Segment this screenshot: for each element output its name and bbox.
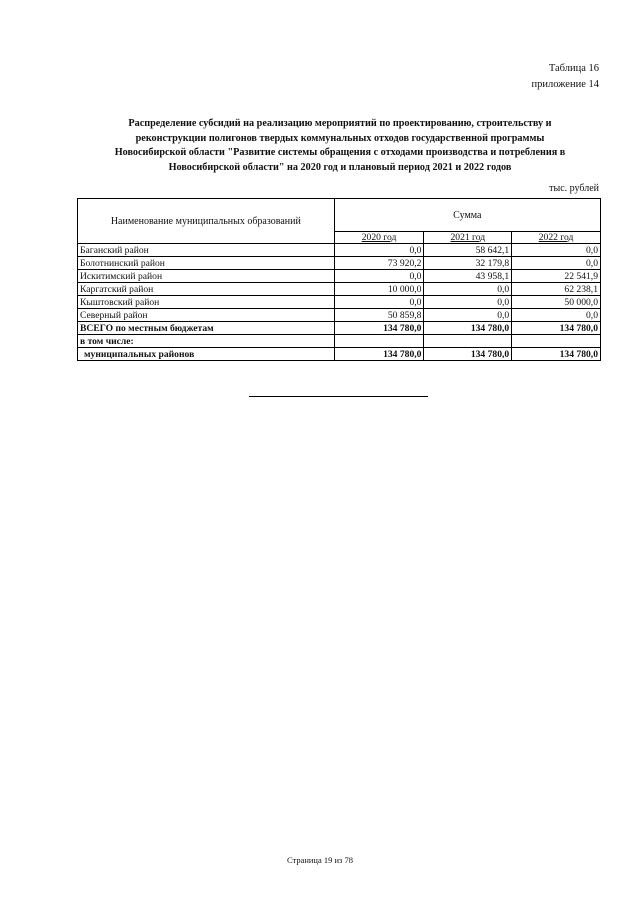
table-header-row bbox=[78, 199, 601, 232]
table-row bbox=[78, 270, 601, 283]
district-name: Северный район bbox=[78, 309, 335, 322]
value-2020: 50 859,8 bbox=[334, 309, 424, 322]
year-2020-header: 2020 год bbox=[334, 232, 424, 244]
unit-label: тыс. рублей bbox=[549, 183, 599, 194]
value-2021: 43 958,1 bbox=[424, 270, 512, 283]
header-sum-column: Сумма bbox=[334, 199, 600, 232]
district-name: Каргатский район bbox=[78, 283, 335, 296]
value-2020: 73 920,2 bbox=[334, 257, 424, 270]
including-label: в том числе: bbox=[78, 335, 335, 348]
value-2022: 0,0 bbox=[512, 309, 601, 322]
value-2021: 58 642,1 bbox=[424, 244, 512, 257]
appendix-label: приложение 14 bbox=[531, 79, 599, 90]
table-row bbox=[78, 283, 601, 296]
title-line: реконструкции полигонов твердых коммунальных отходов государственной программы bbox=[135, 132, 545, 144]
municipal-2022: 134 780,0 bbox=[512, 348, 601, 361]
district-name: Болотнинский район bbox=[78, 257, 335, 270]
header-name-column: Наименование муниципальных образований bbox=[78, 199, 335, 244]
value-2020: 0,0 bbox=[334, 244, 424, 257]
table-row bbox=[78, 309, 601, 322]
total-2022: 134 780,0 bbox=[512, 322, 601, 335]
district-name: Баганский район bbox=[78, 244, 335, 257]
municipal-row bbox=[78, 348, 601, 361]
document-title bbox=[80, 117, 600, 175]
year-2021-header: 2021 год bbox=[424, 232, 512, 244]
value-2021: 0,0 bbox=[424, 283, 512, 296]
total-2020: 134 780,0 bbox=[334, 322, 424, 335]
table-row bbox=[78, 296, 601, 309]
table-number: Таблица 16 bbox=[548, 63, 599, 74]
title-line: Новосибирской области "Развитие системы обращения с отходами производства и потребления в bbox=[114, 147, 566, 159]
including-row bbox=[78, 335, 601, 348]
value-2020: 0,0 bbox=[334, 296, 424, 309]
year-2022-header: 2022 год bbox=[512, 232, 601, 244]
value-2022: 62 238,1 bbox=[512, 283, 601, 296]
district-name: Искитимский район bbox=[78, 270, 335, 283]
total-label: ВСЕГО по местным бюджетам bbox=[78, 322, 335, 335]
value-2022: 50 000,0 bbox=[512, 296, 601, 309]
page-footer: Страница 19 из 78 bbox=[286, 855, 354, 865]
table-row bbox=[78, 244, 601, 257]
municipal-2021: 134 780,0 bbox=[424, 348, 512, 361]
separator-line bbox=[249, 396, 428, 397]
municipal-label: муниципальных районов bbox=[78, 348, 335, 361]
value-2020: 10 000,0 bbox=[334, 283, 424, 296]
value-2021: 0,0 bbox=[424, 309, 512, 322]
table-row bbox=[78, 257, 601, 270]
value-2022: 0,0 bbox=[512, 244, 601, 257]
value-2022: 0,0 bbox=[512, 257, 601, 270]
title-line: Новосибирской области" на 2020 год и плановый период 2021 и 2022 годов bbox=[168, 161, 512, 173]
district-name: Кыштовский район bbox=[78, 296, 335, 309]
municipal-2020: 134 780,0 bbox=[334, 348, 424, 361]
value-2021: 0,0 bbox=[424, 296, 512, 309]
value-2021: 32 179,8 bbox=[424, 257, 512, 270]
value-2022: 22 541,9 bbox=[512, 270, 601, 283]
title-line: Распределение субсидий на реализацию мероприятий по проектированию, строительству и bbox=[128, 118, 552, 129]
total-2021: 134 780,0 bbox=[424, 322, 512, 335]
subsidy-table bbox=[77, 198, 601, 361]
value-2020: 0,0 bbox=[334, 270, 424, 283]
total-row bbox=[78, 322, 601, 335]
